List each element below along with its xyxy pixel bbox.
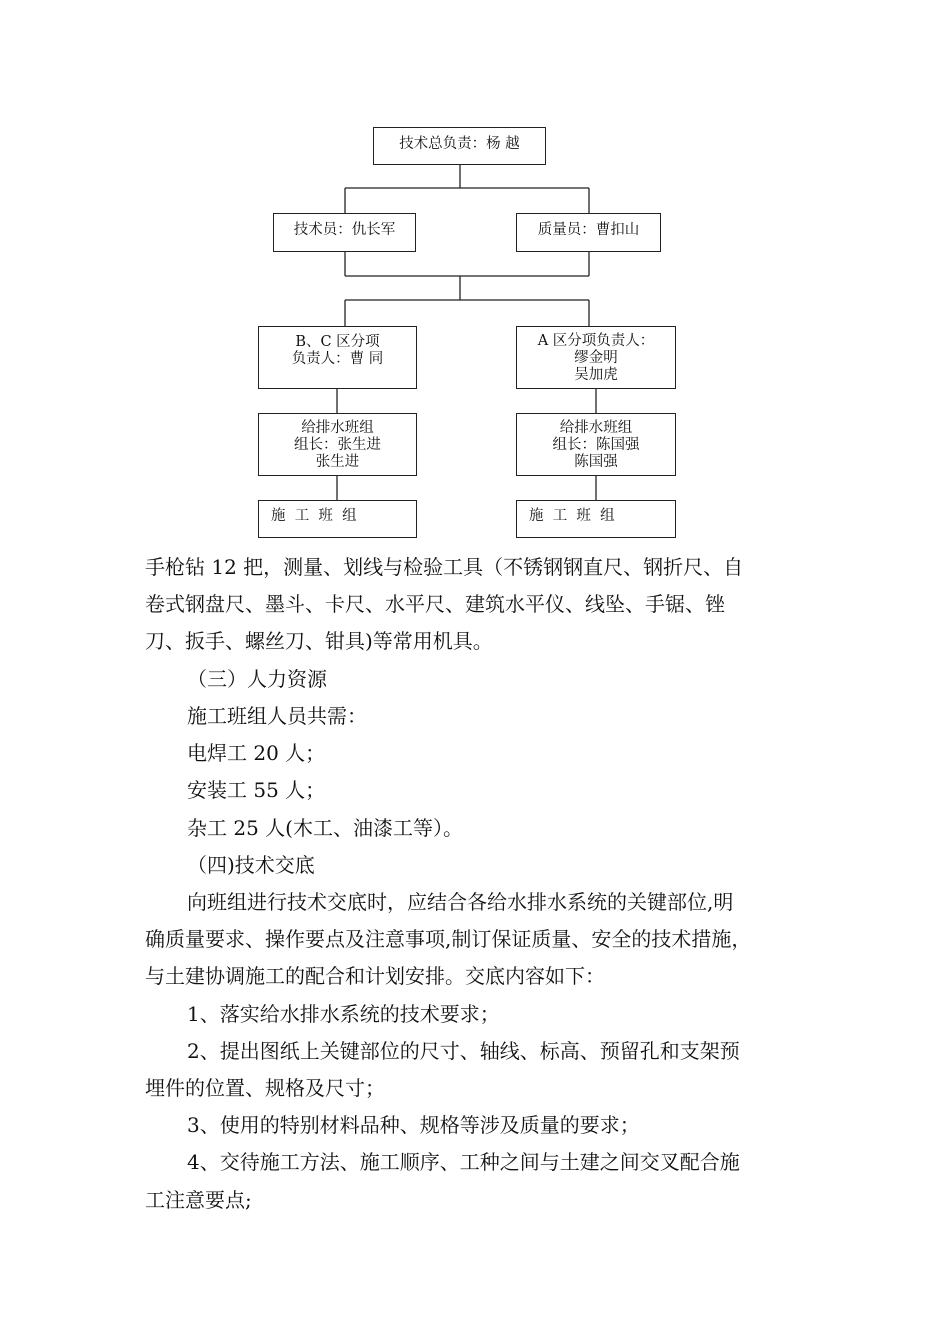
installers-line: 安装工 55 人； [187,778,326,802]
right-team-line-3: 陈国强 [574,454,618,470]
briefing-item-2-line-1: 2、提出图纸上关键部位的尺寸、轴线、标高、预留孔和支架预 [187,1039,740,1063]
technician-label: 技术员：仇长军 [293,222,396,238]
crew-total-line: 施工班组人员共需： [187,704,367,728]
chief-tech-label: 技术总负责：杨 越 [399,136,520,152]
left-team-line-2: 组长：张生进 [294,437,381,453]
org-chart-connectors [0,0,950,545]
bc-area-box [258,326,417,389]
right-team-line-2: 组长：陈国强 [552,437,640,453]
org-chart [0,0,950,545]
bc-area-line-1: B、C 区分项 [295,334,380,350]
briefing-item-4-line-2: 工注意要点; [145,1188,252,1212]
a-area-line-2: 缪金明 [574,350,618,366]
right-team-line-1: 给排水班组 [559,420,633,436]
briefing-paragraph-line-2: 确质量要求、操作要点及注意事项,制订保证质量、安全的技术措施， [145,927,752,951]
quality-inspector-box [516,213,661,252]
left-construction-crew-box [258,500,417,538]
left-team-line-1: 给排水班组 [301,420,374,436]
section-heading-human-resources: （三）人力资源 [187,667,327,691]
briefing-item-1: 1、落实给水排水系统的技术要求； [187,1002,500,1026]
briefing-item-3: 3、使用的特别材料品种、规格等涉及质量的要求； [187,1113,640,1137]
section-heading-technical-briefing: （四)技术交底 [187,853,315,877]
bc-area-line-2: 负责人：曹 同 [291,351,384,367]
right-crew-label: 施 工 班 组 [529,508,615,524]
laborers-line: 杂工 25 人(木工、油漆工等）。 [187,816,463,840]
tools-paragraph-line-2: 卷式钢盘尺、墨斗、卡尺、水平尺、建筑水平仪、线坠、手锯、锉 [145,592,725,616]
a-area-box [516,326,676,389]
a-area-line-3: 吴加虎 [574,367,618,383]
right-plumbing-team-box [516,413,676,476]
right-construction-crew-box [516,500,676,538]
briefing-item-2-line-2: 埋件的位置、规格及尺寸； [145,1076,385,1100]
welders-line: 电焊工 20 人； [187,741,326,765]
technician-box [273,213,416,252]
tools-paragraph-line-1: 手枪钻 12 把，测量、划线与检验工具（不锈钢钢直尺、钢折尺、自 [145,555,744,579]
chief-tech-box [373,127,546,165]
briefing-item-4-line-1: 4、交待施工方法、施工顺序、工种之间与土建之间交叉配合施 [187,1150,740,1174]
left-plumbing-team-box [258,413,417,476]
tools-paragraph-line-3: 刀、扳手、螺丝刀、钳具)等常用机具。 [145,629,493,653]
left-team-line-3: 张生进 [315,454,360,470]
left-crew-label: 施 工 班 组 [271,508,357,524]
briefing-paragraph-line-3: 与土建协调施工的配合和计划安排。交底内容如下： [145,964,605,988]
briefing-paragraph-line-1: 向班组进行技术交底时，应结合各给水排水系统的关键部位,明 [187,890,734,914]
quality-inspector-label: 质量员：曹扣山 [537,222,640,238]
a-area-line-1: A 区分项负责人： [537,333,655,349]
